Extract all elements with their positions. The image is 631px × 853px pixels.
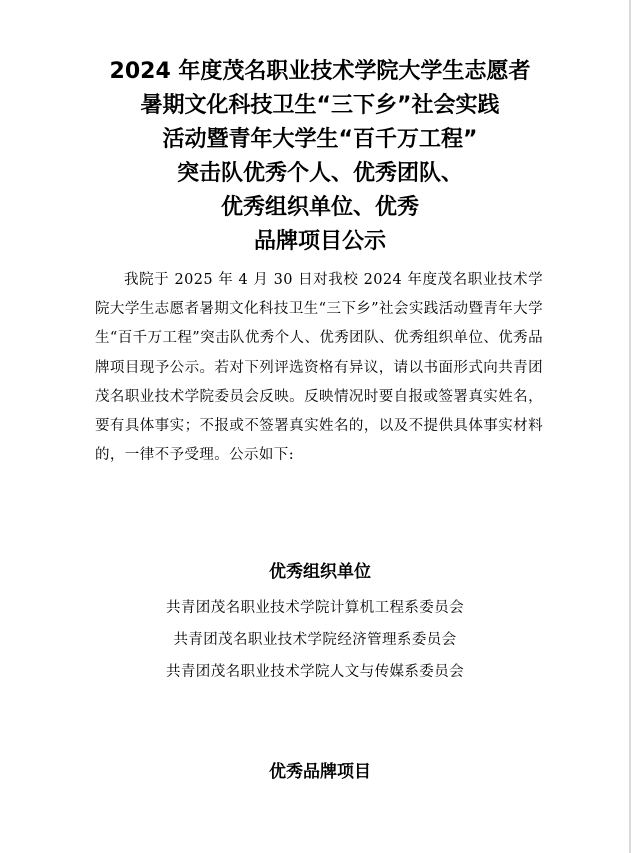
title-line-1: 2024 年度茂名职业技术学院大学生志愿者: [109, 59, 531, 84]
title-line-3: 活动暨青年大学生“百千万工程”: [162, 127, 478, 152]
title-line-4: 突击队优秀个人、优秀团队、: [176, 161, 463, 186]
title-line-2: 暑期文化科技卫生“三下乡”社会实践: [140, 93, 500, 118]
title-line-6: 品牌项目公示: [253, 229, 386, 254]
section-heading-excellent-organizations: 优秀组织单位: [269, 562, 371, 582]
list-item: 共青团茂名职业技术学院经济管理系委员会: [173, 632, 457, 648]
intro-paragraph: 我院于 2025 年 4 月 30 日对我校 2024 年度茂名职业技术学院大学生志愿者暑期文化科技卫生“三下乡”社会实践活动暨青年大学生“百千万工程”突击队优秀个人、优秀团队、优秀组织单位、优秀品牌项目现予公示。若对下列评选资格有异议，请以书面形式向共青团茂名职业技术学院委员会反映。反映情况时要自报或签署真实姓名，要有具体事实；不报或不签署真实姓名的，以及不提供具体事实材料的，一律不予受理。公示如下:: [95, 272, 543, 464]
document-title: [60, 55, 580, 259]
section-heading-excellent-brand-projects: 优秀品牌项目: [269, 762, 371, 782]
excellent-organizations-list: [100, 592, 530, 688]
list-item: 共青团茂名职业技术学院计算机工程系委员会: [166, 600, 464, 616]
title-line-5: 优秀组织单位、优秀: [220, 195, 419, 220]
list-item: 共青团茂名职业技术学院人文与传媒系委员会: [166, 664, 464, 680]
